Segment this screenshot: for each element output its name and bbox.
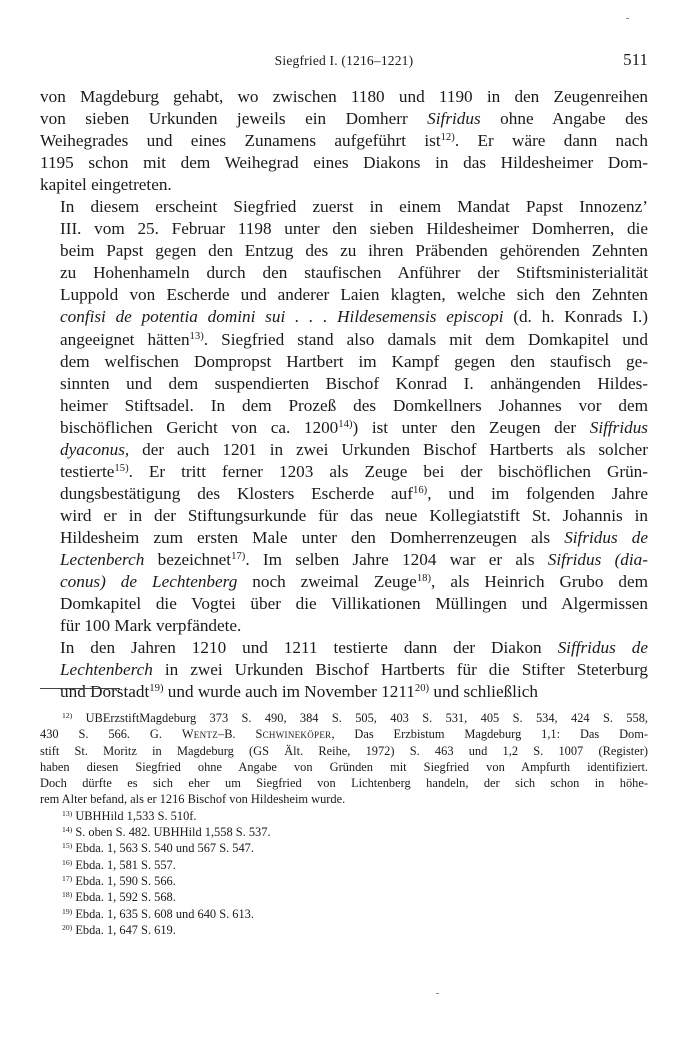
paragraph: In diesem erscheint Siegfried zuerst in einem Mandat Papst Innozenz’ III. vom 25. Februar 1198 unter den sieben Hildesheimer Domherren, die beim Papst gegen den Entzug des zu ihren Präbenden gehörenden Zehnten zu Hohenhameln durch den staufischen Anführer der Stiftsministerialität Luppold von Escherde und anderer Laien klagten, welche sich den Zehnten confisi de potentia domini sui . . . Hildesemensis episcopi (d. h. Konrads I.) angeeignet hätten$^{13)}$. Siegfried stand also damals mit dem Domkapitel und dem welfischen Dompropst Hartbert im Kampf gegen den staufisch ge- sinnten und dem suspendierten Bischof Konrad I. anhängenden Hildes- heimer Stiftsadel. In dem Prozeß des Domkellners Johannes vor dem bischöflichen Gericht von ca. 1200$^{14)}$) ist unter den Zeugen der Siffridus dyaconus, der auch 1201 in zwei Urkunden Bischof Hartberts als solcher testierte$^{15)}$. Er tritt ferner 1203 als Zeuge bei der bischöflichen Grün- dungsbestätigung des Klosters Escherde auf$^{16)}$, und im folgenden Jahre wird er in der Stiftungsurkunde für das neue Kollegiatstift St. Johannis in Hildesheim zum ersten Male unter den Domherrenzeugen als Sifridus de Lectenberch bezeichnet$^{17)}$. Im selben Jahre 1204 war er als Sifridus (dia- conus) de Lechtenberg noch zweimal Zeuge$^{18)}$, als Heinrich Grubo dem Domkapitel die Vogtei über die Villikationen Müllingen und Algermissen für 100 Mark verpfändete. xyxy=(60,197,649,636)
body-text xyxy=(40,86,648,703)
footnote-19: $^{19)}$ Ebda. 1, 635 S. 608 und 640 S. 613. xyxy=(62,906,254,921)
footnote-13: $^{13)}$ UBHHild 1,533 S. 510f. xyxy=(62,808,197,823)
footnote-15: $^{15)}$ Ebda. 1, 563 S. 540 und 567 S. 547. xyxy=(62,841,254,856)
footnote-16: $^{16)}$ Ebda. 1, 581 S. 557. xyxy=(62,857,176,872)
scan-speck xyxy=(626,18,629,19)
footnote-14: $^{14)}$ S. oben S. 482. UBHHild 1,558 S. 537. xyxy=(62,824,271,840)
footnote-12: $^{12)}$ UBErzstiftMagdeburg 373 S. 490, 384 S. 505, 403 S. 531, 405 S. 534, 424 S. 558, 430 S. 566. G. Wentz–B. Schwineköper, Das Erzbistum Magdeburg 1,1: Das Dom- stift St. Moritz in Magdeburg (GS Ält. Reihe, 1972) S. 463 und 1,2 S. 1007 (Register) haben diesen Siegfried ohne Angabe von Gründen mit Siegfried von Ampfurth identifiziert. Doch dürfte es sich eher um Siegfried von Lichtenberg handeln, der sich schon in höhe- rem Alter befand, als er 1216 Bischof von Hildesheim wurde. xyxy=(40,710,648,807)
running-title: Siegfried I. (1216–1221) xyxy=(274,53,414,68)
running-head xyxy=(40,50,648,74)
footnote-17: $^{17)}$ Ebda. 1, 590 S. 566. xyxy=(62,873,176,888)
paragraph: von Magdeburg gehabt, wo zwischen 1180 und 1190 in den Zeugenreihen von sieben Urkunden jeweils ein Domherr Sifridus ohne Angabe des Weihegrades und eines Zunamens aufgeführt ist$^{12)}$. Er wäre dann nach 1195 schon mit dem Weihegrad eines Diakons in das Hildesheimer Dom- kapitel eingetreten. xyxy=(40,87,648,195)
scan-speck xyxy=(436,993,439,994)
footnote-18: $^{18)}$ Ebda. 1, 592 S. 568. xyxy=(62,890,176,905)
paragraph: In den Jahren 1210 und 1211 testierte dann der Diakon Siffridus de Lechtenberch in zwei Urkunden Bischof Hartberts für die Stifter Steterburg und Dorstadt$^{19)}$ und wurde auch im November 1211$^{20)}$ und schließlich xyxy=(60,638,648,702)
footnote-separator xyxy=(40,688,120,689)
footnote-20: $^{20)}$ Ebda. 1, 647 S. 619. xyxy=(62,922,176,937)
footnotes xyxy=(40,710,648,938)
page-number: 511 xyxy=(623,50,648,69)
